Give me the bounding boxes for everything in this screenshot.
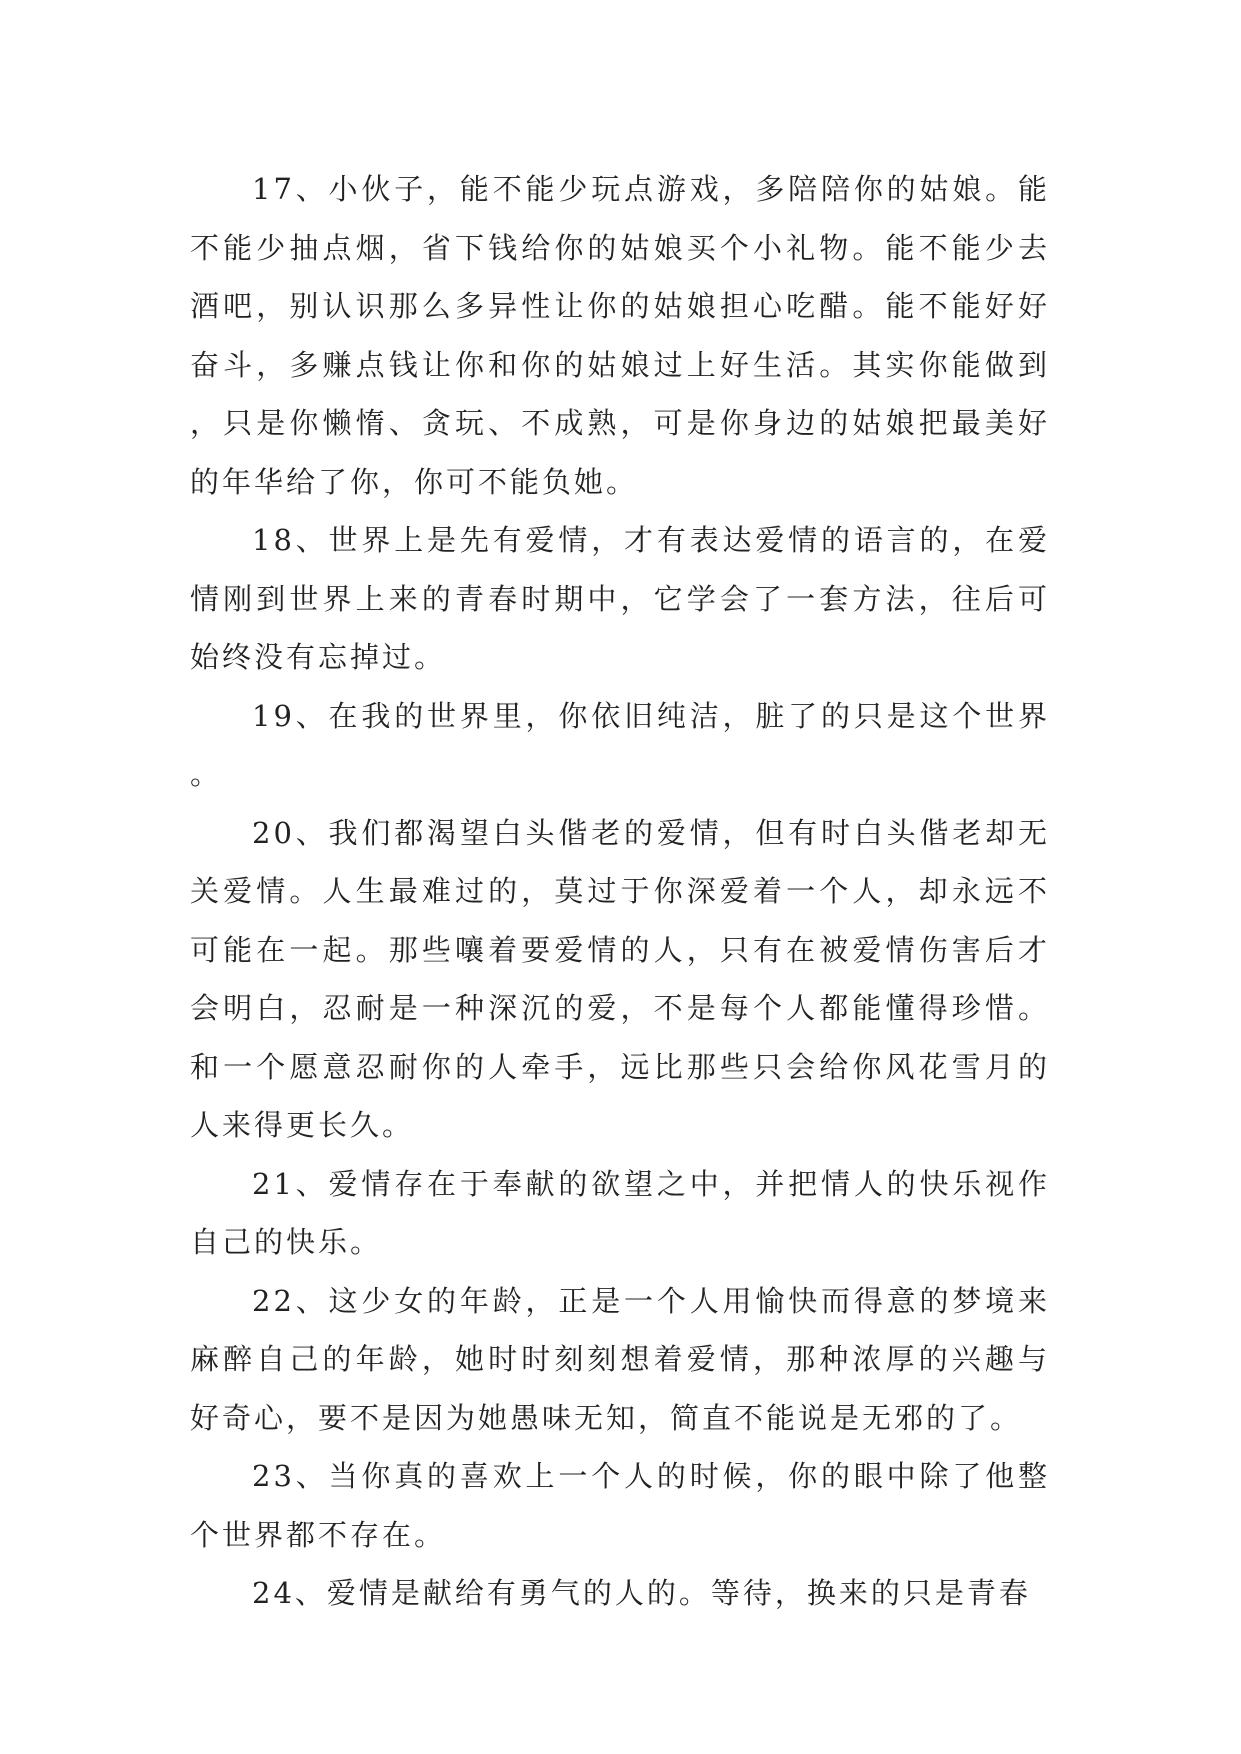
document-body bbox=[190, 160, 1050, 1623]
paragraph-19: 19、在我的世界里，你依旧纯洁，脏了的只是这个世界。 bbox=[190, 698, 1050, 791]
paragraph-21: 21、爱情存在于奉献的欲望之中，并把情人的快乐视作自己的快乐。 bbox=[190, 1166, 1050, 1259]
paragraph-24: 24、爱情是献给有勇气的人的。等待，换来的只是青春 bbox=[252, 1576, 1031, 1610]
paragraph-17: 17、小伙子，能不能少玩点游戏，多陪陪你的姑娘。能不能少抽点烟，省下钱给你的姑娘买个小礼物。能不能少去酒吧，别认识那么多异性让你的姑娘担心吃醋。能不能好好奋斗，多赚点钱让你和你的姑娘过上好生活。其实你能做到，只是你懒惰、贪玩、不成熟，可是你身边的姑娘把最美好的年华给了你，你可不能负她。 bbox=[190, 172, 1050, 499]
paragraph-22: 22、这少女的年龄，正是一个人用愉快而得意的梦境来麻醉自己的年龄，她时时刻刻想着爱情，那种浓厚的兴趣与好奇心，要不是因为她愚味无知，简直不能说是无邪的了。 bbox=[190, 1283, 1050, 1435]
paragraph-18: 18、世界上是先有爱情，才有表达爱情的语言的，在爱情刚到世界上来的青春时期中，它学会了一套方法，往后可始终没有忘掉过。 bbox=[190, 523, 1050, 674]
paragraph-20: 20、我们都渴望白头偕老的爱情，但有时白头偕老却无关爱情。人生最难过的，莫过于你深爱着一个人，却永远不可能在一起。那些嚷着要爱情的人，只有在被爱情伤害后才会明白，忍耐是一种深沉的爱，不是每个人都能懂得珍惜。和一个愿意忍耐你的人牵手，远比那些只会给你风花雪月的人来得更长久。 bbox=[190, 815, 1050, 1142]
paragraph-23: 23、当你真的喜欢上一个人的时候，你的眼中除了他整个世界都不存在。 bbox=[190, 1459, 1050, 1552]
